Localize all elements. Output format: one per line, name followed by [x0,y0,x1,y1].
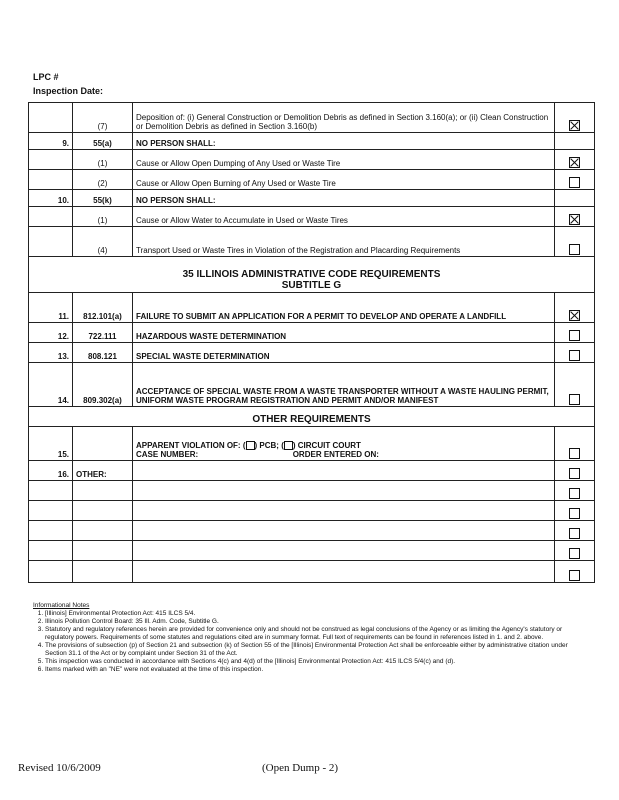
requirement-text: ACCEPTANCE OF SPECIAL WASTE FROM A WASTE TRANSPORTER WITHOUT A WASTE HAULING PERMIT, UNIFORM WASTE PROGRAM REGISTRATION AND PERMIT AND/OR MANIFEST [133,363,555,407]
other-field[interactable] [133,541,555,561]
table-row [29,521,595,541]
note-item: 5. This inspection was conducted in accordance with Sections 4(c) and 4(d) of the [Illinois] Environmental Protection Act: 415 ILCS 5/4(c) and (d). [45,658,573,666]
table-row [29,170,595,190]
other-field[interactable] [133,481,555,501]
requirement-text: Cause or Allow Open Dumping of Any Used or Waste Tire [133,150,555,170]
section-ref: 722.111 [73,323,133,343]
table-row [29,363,595,407]
item-number: 14. [29,363,73,407]
pcb-label: PCB; [259,440,279,450]
revised-date: Revised 10/6/2009 [18,762,101,774]
banner-subtitle: SUBTITLE G [281,280,342,291]
section-ref: 55(a) [73,133,133,150]
section-ref: (1) [73,150,133,170]
table-row [29,427,595,461]
requirement-heading: NO PERSON SHALL: [133,190,555,207]
checkbox[interactable] [569,508,580,519]
checkbox[interactable] [569,350,580,361]
checkbox[interactable] [569,244,580,255]
section-banner [29,407,595,427]
checkbox[interactable] [569,330,580,341]
requirement-text: FAILURE TO SUBMIT AN APPLICATION FOR A PERMIT TO DEVELOP AND OPERATE A LANDFILL [133,293,555,323]
order-entered-label: ORDER ENTERED ON: [292,450,379,459]
checkbox-checked[interactable] [569,310,580,321]
inspection-date-label: Inspection Date: [33,86,104,96]
apparent-violation-label: APPARENT VIOLATION OF: [136,440,241,450]
checkbox-checked[interactable] [569,120,580,131]
checkbox[interactable] [569,488,580,499]
circuit-court-label: CIRCUIT COURT [297,440,361,450]
requirement-text: Cause or Allow Open Burning of Any Used or Waste Tire [133,170,555,190]
informational-notes [33,602,573,674]
checkbox[interactable] [569,468,580,479]
section-ref: (2) [73,170,133,190]
paren: ( [281,440,284,450]
item-number: 12. [29,323,73,343]
item-number: 11. [29,293,73,323]
case-number-label: CASE NUMBER: [136,450,199,459]
other-label: OTHER: [73,461,133,481]
paren: ( [242,440,246,450]
other-field[interactable] [133,461,555,481]
requirement-text: SPECIAL WASTE DETERMINATION [133,343,555,363]
requirement-text: Deposition of: (i) General Construction or Demolition Debris as defined in Section 3.160(a); or (ii) Clean Construction or Demolition Debris as defined in Section 3.160(b) [133,103,555,133]
requirement-heading: NO PERSON SHALL: [133,133,555,150]
requirement-text: HAZARDOUS WASTE DETERMINATION [133,323,555,343]
table-row [29,227,595,257]
section-ref: (1) [73,207,133,227]
checkbox[interactable] [569,177,580,188]
table-row [29,501,595,521]
checkbox[interactable] [569,448,580,459]
table-row [29,190,595,207]
banner-title: 35 ILLINOIS ADMINISTRATIVE CODE REQUIREMENTS [182,269,441,280]
item-number: 16. [29,461,73,481]
pcb-checkbox[interactable] [246,441,255,450]
note-item: 6. Items marked with an "NE" were not evaluated at the time of this inspection. [45,666,573,674]
requirement-text: Transport Used or Waste Tires in Violation of the Registration and Placarding Requirements [133,227,555,257]
section-ref: 809.302(a) [73,363,133,407]
table-row [29,323,595,343]
note-item: 2. Illinois Pollution Control Board: 35 Ill. Adm. Code, Subtitle G. [45,618,573,626]
item-number: 10. [29,190,73,207]
circuit-court-checkbox[interactable] [284,441,293,450]
lpc-label: LPC # [33,72,59,82]
note-item: 1. [Illinois] Environmental Protection Act: 415 ILCS 5/4. [45,610,573,618]
checkbox[interactable] [569,394,580,405]
section-ref: (4) [73,227,133,257]
table-row [29,343,595,363]
section-ref: 812.101(a) [73,293,133,323]
banner-title: OTHER REQUIREMENTS [29,407,595,427]
table-row [29,133,595,150]
table-row [29,541,595,561]
item-number: 15. [29,427,73,461]
checkbox-checked[interactable] [569,214,580,225]
page-label: (Open Dump - 2) [262,762,339,774]
section-banner [29,257,595,293]
note-item: 3. Statutory and regulatory references herein are provided for convenience only and should not be construed as legal conclusions of the Agency or as limiting the Agency's statutory or regulatory powers. Requirements of some statutes and regulations cited are in summary format. Full text of requirements can be found in references listed in 1. and 2. above. [45,626,573,642]
note-item: 4. The provisions of subsection (p) of Section 21 and subsection (k) of Section 55 of the [Illinois] Environmental Protection Act shall be enforceable either by administrative citation under Section 31.1 of the Act or by complaint under Section 31 of the Act. [45,642,573,658]
checkbox[interactable] [569,570,580,581]
notes-title: Informational Notes [33,602,90,609]
paren: ) [254,440,258,450]
section-ref: 55(k) [73,190,133,207]
table-row [29,481,595,501]
table-row [29,461,595,481]
checkbox[interactable] [569,528,580,539]
inspection-table [28,102,595,583]
section-ref: 808.121 [73,343,133,363]
table-row [29,150,595,170]
item-number: 13. [29,343,73,363]
table-row [29,207,595,227]
checkbox[interactable] [569,548,580,559]
item-number: 9. [29,133,73,150]
paren: ) [292,440,296,450]
other-field[interactable] [133,501,555,521]
table-row [29,293,595,323]
other-field[interactable] [133,521,555,541]
section-ref: (7) [73,103,133,133]
checkbox-checked[interactable] [569,157,580,168]
other-field[interactable] [133,561,555,583]
table-row [29,561,595,583]
requirement-text: Cause or Allow Water to Accumulate in Used or Waste Tires [133,207,555,227]
table-row [29,103,595,133]
